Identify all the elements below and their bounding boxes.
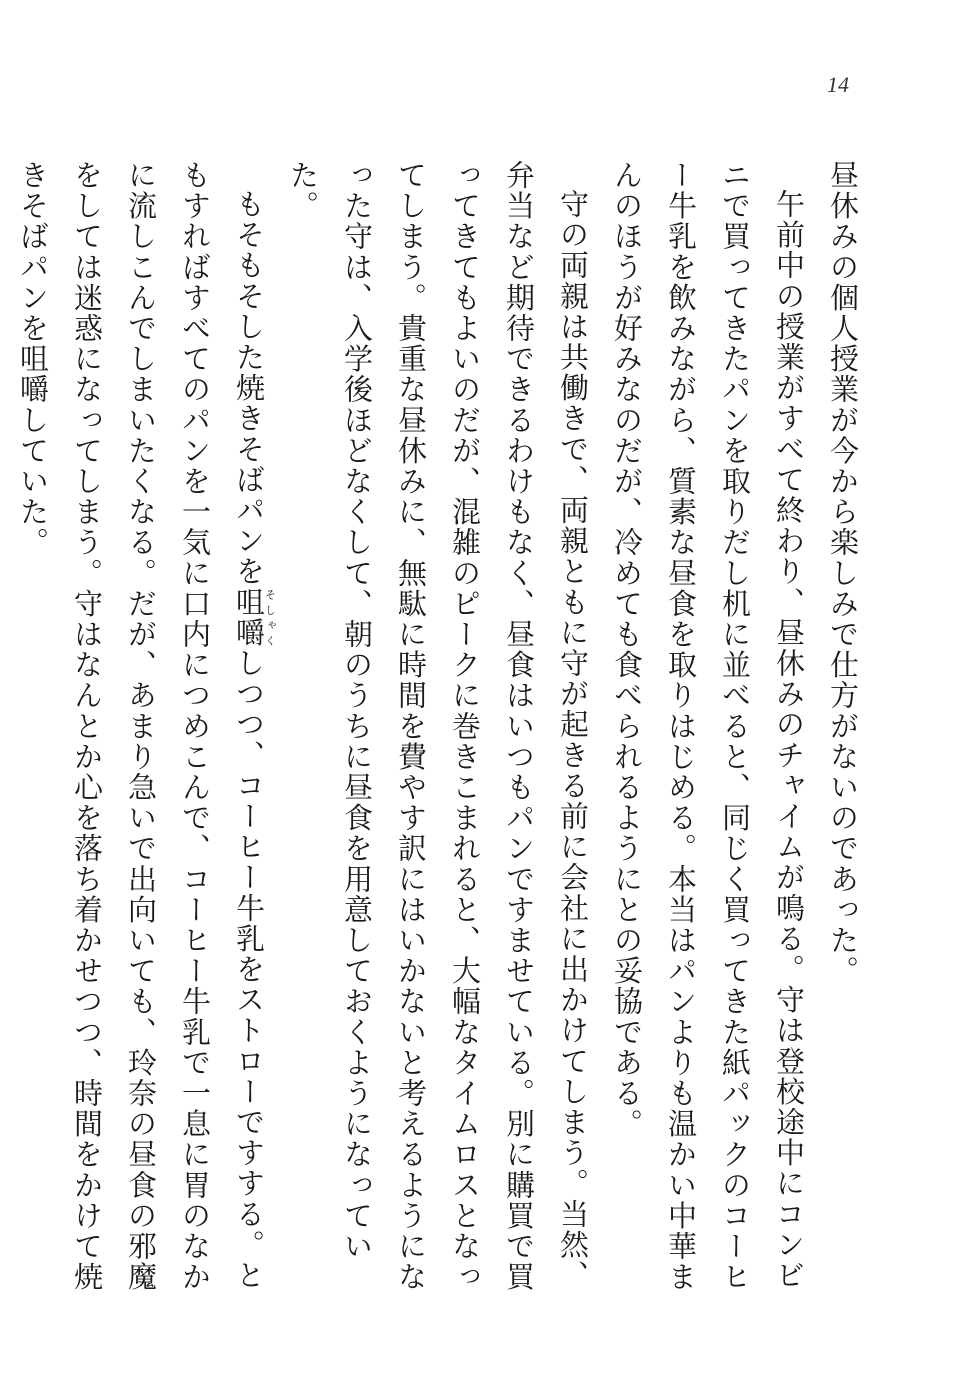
ruby-reading: そしゃく xyxy=(263,586,277,648)
paragraph-5-dialogue xyxy=(0,160,6,1300)
paragraph-3: 守の両親は共働きで、両親ともに守が起きる前に会社に出かけてしまう。当然、弁当など期待できるわけもなく、昼食はいつもパンですませている。別に購買で買ってきてもよいのだが、混雑のピークに巻きこまれると、大幅なタイムロスとなってしまう。貴重な昼休みに、無駄に時間を費やす訳にはいかないと考えるようになった守は、入学後ほどなくして、朝のうちに昼食を用意しておくようになっていた。 xyxy=(286,160,590,1293)
paragraph-4 xyxy=(6,160,276,1300)
page-number: 14 xyxy=(827,72,849,97)
paragraph-4-part-2: しつつ、コーヒー牛乳をストローですする。ともすればすべてのパンを一気に口内につめこんで、コーヒー牛乳で一息に胃のなかに流しこんでしまいたくなる。だが、あまり急いで出向いても、玲奈の昼食の邪魔をしては迷惑になってしまう。守はなんとか心を落ち着かせつつ、時間をかけて焼きそばパンを咀嚼していた。 xyxy=(16,160,266,1293)
ruby-soshaku xyxy=(232,586,277,649)
paragraph-1: 昼休みの個人授業が今から楽しみで仕方がないのであった。 xyxy=(826,160,860,987)
paragraph-2: 午前中の授業がすべて終わり、昼休みのチャイムが鳴る。守は登校途中にコンビニで買ってきたパンを取りだし机に並べると、同じく買ってきた紙パックのコーヒー牛乳を飲みながら、質素な昼食を取りはじめる。本当はパンよりも温かい中華まんのほうが好みなのだが、冷めても食べられるようにとの妥協である。 xyxy=(610,160,806,1293)
paragraph-4-part-1: もそもそした焼きそばパンを xyxy=(232,189,266,587)
body-text xyxy=(16,160,870,1300)
ruby-base: 咀嚼 xyxy=(232,586,266,649)
